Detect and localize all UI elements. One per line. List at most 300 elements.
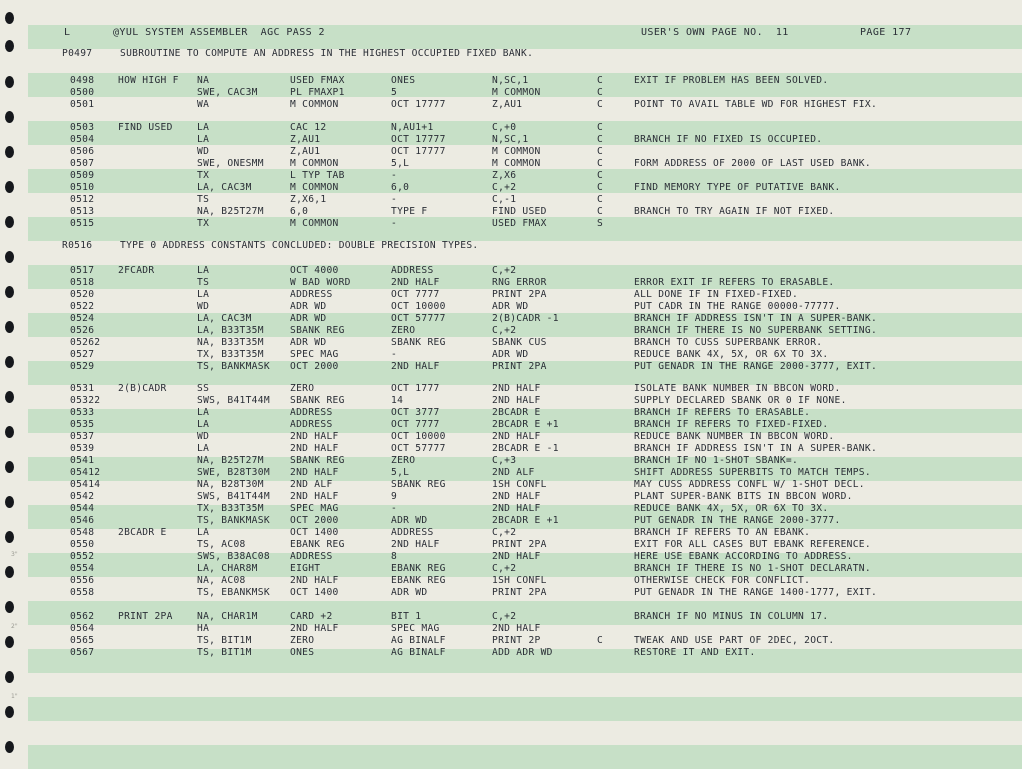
remark: BRANCH IF REFERS TO AN EBANK. [634, 527, 811, 538]
operand-1: ADR WD [290, 313, 327, 324]
location-label: 2BCADR E [118, 527, 167, 538]
remark: REDUCE BANK NUMBER IN BBCON WORD. [634, 431, 835, 442]
remark: MAY CUSS ADDRESS CONFL W/ 1-SHOT DECL. [634, 479, 865, 490]
operand-3: SBANK CUS [492, 337, 547, 348]
code-line [0, 395, 1022, 407]
operand-1: Z,X6,1 [290, 194, 327, 205]
line-number: 0500 [70, 87, 95, 98]
operand-3: 2ND ALF [492, 467, 535, 478]
code-line [0, 623, 1022, 635]
remark: BRANCH TO CUSS SUPERBANK ERROR. [634, 337, 823, 348]
comment-line [0, 240, 1022, 252]
operand-1: 2ND ALF [290, 479, 333, 490]
location-label: 2(B)CADR [118, 383, 167, 394]
operand-2: 2ND HALF [391, 539, 440, 550]
line-number: 0546 [70, 515, 95, 526]
line-number: 0556 [70, 575, 95, 586]
code-line [0, 265, 1022, 277]
operand-2: OCT 17777 [391, 146, 446, 157]
code-line [0, 361, 1022, 373]
remark: REDUCE BANK 4X, 5X, OR 6X TO 3X. [634, 503, 829, 514]
location-label: FIND USED [118, 122, 173, 133]
header-mark: L [64, 27, 71, 38]
opcode: LA [197, 527, 210, 538]
operand-1: OCT 1400 [290, 527, 339, 538]
operand-3: PRINT 2PA [492, 539, 547, 550]
operand-1: SPEC MAG [290, 503, 339, 514]
card-flag: C [597, 194, 604, 205]
operand-2: SPEC MAG [391, 623, 440, 634]
opcode: SWE, CAC3M [197, 87, 258, 98]
opcode: NA, B25T27M [197, 206, 264, 217]
line-number: 0526 [70, 325, 95, 336]
line-number: 0558 [70, 587, 95, 598]
operand-1: 2ND HALF [290, 467, 339, 478]
operand-1: OCT 1400 [290, 587, 339, 598]
code-line [0, 134, 1022, 146]
operand-3: M COMMON [492, 158, 541, 169]
card-flag: C [597, 182, 604, 193]
operand-3: PRINT 2PA [492, 587, 547, 598]
operand-3: USED FMAX [492, 218, 547, 229]
operand-3: Z,AU1 [492, 99, 523, 110]
remark: OTHERWISE CHECK FOR CONFLICT. [634, 575, 811, 586]
opcode: WD [197, 431, 210, 442]
operand-3: ADD ADR WD [492, 647, 553, 658]
operand-3: M COMMON [492, 146, 541, 157]
operand-1: ADDRESS [290, 407, 333, 418]
remark: BRANCH IF NO FIXED IS OCCUPIED. [634, 134, 823, 145]
line-number: P0497 [62, 48, 93, 59]
operand-3: C,+2 [492, 527, 517, 538]
line-number: 0554 [70, 563, 95, 574]
remark: EXIT IF PROBLEM HAS BEEN SOLVED. [634, 75, 829, 86]
feed-hole [5, 741, 14, 753]
opcode: SS [197, 383, 210, 394]
opcode: LA [197, 419, 210, 430]
line-number: 0562 [70, 611, 95, 622]
operand-2: SBANK REG [391, 337, 446, 348]
comment-text: SUBROUTINE TO COMPUTE AN ADDRESS IN THE HIGHEST OCCUPIED FIXED BANK. [120, 48, 534, 59]
remark: ISOLATE BANK NUMBER IN BBCON WORD. [634, 383, 841, 394]
opcode: TX [197, 170, 210, 181]
opcode: LA [197, 289, 210, 300]
operand-3: 1SH CONFL [492, 575, 547, 586]
feed-hole [5, 671, 14, 683]
remark: BRANCH IF REFERS TO ERASABLE. [634, 407, 811, 418]
code-line [0, 75, 1022, 87]
page-number: PAGE 177 [860, 27, 912, 38]
opcode: TS [197, 277, 210, 288]
code-line [0, 419, 1022, 431]
operand-3: 2BCADR E +1 [492, 419, 559, 430]
operand-1: 2ND HALF [290, 491, 339, 502]
code-line [0, 277, 1022, 289]
location-label: HOW HIGH F [118, 75, 179, 86]
remark: BRANCH IF NO MINUS IN COLUMN 17. [634, 611, 829, 622]
line-number: 0550 [70, 539, 95, 550]
operand-2: EBANK REG [391, 563, 446, 574]
opcode: NA, CHAR1M [197, 611, 258, 622]
ruler-mark: 3" [11, 551, 18, 558]
code-line [0, 587, 1022, 599]
comment-text: TYPE 0 ADDRESS CONSTANTS CONCLUDED: DOUBLE PRECISION TYPES. [120, 240, 479, 251]
operand-2: OCT 1777 [391, 383, 440, 394]
code-line [0, 611, 1022, 623]
opcode: SWE, B28T30M [197, 467, 270, 478]
operand-3: PRINT 2P [492, 635, 541, 646]
line-number: 0539 [70, 443, 95, 454]
operand-3: N,SC,1 [492, 75, 529, 86]
operand-2: EBANK REG [391, 575, 446, 586]
operand-1: ADR WD [290, 337, 327, 348]
code-line [0, 635, 1022, 647]
opcode: WD [197, 301, 210, 312]
operand-3: N,SC,1 [492, 134, 529, 145]
assembler-title: @YUL SYSTEM ASSEMBLER AGC PASS 2 [113, 27, 325, 38]
operand-3: 2BCADR E [492, 407, 541, 418]
operand-3: 2(B)CADR -1 [492, 313, 559, 324]
opcode: SWE, ONESMM [197, 158, 264, 169]
card-flag: C [597, 206, 604, 217]
operand-1: ONES [290, 647, 315, 658]
operand-1: ADR WD [290, 301, 327, 312]
operand-2: 5,L [391, 467, 410, 478]
operand-2: OCT 57777 [391, 443, 446, 454]
opcode: LA [197, 407, 210, 418]
operand-3: 2BCADR E -1 [492, 443, 559, 454]
opcode: LA [197, 265, 210, 276]
line-number: 0512 [70, 194, 95, 205]
operand-3: C,+2 [492, 325, 517, 336]
operand-2: - [391, 349, 398, 360]
operand-3: 2ND HALF [492, 623, 541, 634]
opcode: TS, EBANKMSK [197, 587, 270, 598]
remark: FORM ADDRESS OF 2000 OF LAST USED BANK. [634, 158, 871, 169]
code-line [0, 325, 1022, 337]
user-page-number: USER'S OWN PAGE NO. 11 [641, 27, 789, 38]
operand-2: 2ND HALF [391, 361, 440, 372]
code-line [0, 194, 1022, 206]
operand-3: 1SH CONFL [492, 479, 547, 490]
line-number: 0522 [70, 301, 95, 312]
opcode: LA [197, 122, 210, 133]
line-number: 0515 [70, 218, 95, 229]
remark: BRANCH IF THERE IS NO SUPERBANK SETTING. [634, 325, 878, 336]
operand-1: OCT 2000 [290, 515, 339, 526]
operand-1: M COMMON [290, 158, 339, 169]
operand-1: OCT 2000 [290, 361, 339, 372]
operand-1: SBANK REG [290, 325, 345, 336]
operand-2: - [391, 194, 398, 205]
code-line [0, 431, 1022, 443]
operand-1: CARD +2 [290, 611, 333, 622]
operand-1: M COMMON [290, 99, 339, 110]
operand-1: 2ND HALF [290, 443, 339, 454]
line-number: 05262 [70, 337, 101, 348]
feed-hole [5, 12, 14, 24]
operand-3: C,+0 [492, 122, 517, 133]
opcode: TX [197, 218, 210, 229]
operand-1: W BAD WORD [290, 277, 351, 288]
remark: PLANT SUPER-BANK BITS IN BBCON WORD. [634, 491, 853, 502]
code-line [0, 455, 1022, 467]
remark: BRANCH IF NO 1-SHOT SBANK=. [634, 455, 799, 466]
green-bar [28, 697, 1022, 721]
operand-1: ADDRESS [290, 419, 333, 430]
operand-1: 6,0 [290, 206, 309, 217]
opcode: TS, AC08 [197, 539, 246, 550]
opcode: WA [197, 99, 210, 110]
code-line [0, 647, 1022, 659]
remark: POINT TO AVAIL TABLE WD FOR HIGHEST FIX. [634, 99, 878, 110]
line-number: 0507 [70, 158, 95, 169]
code-line [0, 87, 1022, 99]
operand-3: C,+2 [492, 611, 517, 622]
code-line [0, 527, 1022, 539]
code-line [0, 349, 1022, 361]
remark: BRANCH TO TRY AGAIN IF NOT FIXED. [634, 206, 835, 217]
code-line [0, 503, 1022, 515]
operand-2: ONES [391, 75, 416, 86]
operand-2: OCT 7777 [391, 419, 440, 430]
opcode: TS, BIT1M [197, 647, 252, 658]
operand-1: ADDRESS [290, 551, 333, 562]
opcode: NA, B28T30M [197, 479, 264, 490]
operand-2: ADR WD [391, 587, 428, 598]
operand-1: SPEC MAG [290, 349, 339, 360]
opcode: SWS, B38AC08 [197, 551, 270, 562]
operand-2: - [391, 503, 398, 514]
operand-1: USED FMAX [290, 75, 345, 86]
code-line [0, 407, 1022, 419]
remark: PUT CADR IN THE RANGE 00000-77777. [634, 301, 841, 312]
code-line [0, 491, 1022, 503]
remark: EXIT FOR ALL CASES BUT EBANK REFERENCE. [634, 539, 871, 550]
remark: BRANCH IF ADDRESS ISN'T IN A SUPER-BANK. [634, 313, 878, 324]
remark: HERE USE EBANK ACCORDING TO ADDRESS. [634, 551, 853, 562]
code-line [0, 289, 1022, 301]
operand-2: 5 [391, 87, 398, 98]
operand-1: Z,AU1 [290, 134, 321, 145]
operand-1: CAC 12 [290, 122, 327, 133]
remark: FIND MEMORY TYPE OF PUTATIVE BANK. [634, 182, 841, 193]
operand-1: EBANK REG [290, 539, 345, 550]
line-number: 0527 [70, 349, 95, 360]
remark: SHIFT ADDRESS SUPERBITS TO MATCH TEMPS. [634, 467, 871, 478]
operand-2: 14 [391, 395, 404, 406]
line-number: 0541 [70, 455, 95, 466]
code-line [0, 218, 1022, 230]
remark: BRANCH IF THERE IS NO 1-SHOT DECLARATN. [634, 563, 871, 574]
operand-1: M COMMON [290, 218, 339, 229]
operand-2: AG BINALF [391, 647, 446, 658]
operand-1: SBANK REG [290, 395, 345, 406]
operand-1: OCT 4000 [290, 265, 339, 276]
operand-3: 2ND HALF [492, 383, 541, 394]
line-number: 0498 [70, 75, 95, 86]
operand-2: - [391, 218, 398, 229]
operand-1: 2ND HALF [290, 431, 339, 442]
code-line [0, 563, 1022, 575]
line-number: 0564 [70, 623, 95, 634]
code-line [0, 383, 1022, 395]
operand-3: PRINT 2PA [492, 289, 547, 300]
remark: ERROR EXIT IF REFERS TO ERASABLE. [634, 277, 835, 288]
comment-line [0, 48, 1022, 60]
operand-2: OCT 57777 [391, 313, 446, 324]
card-flag: C [597, 134, 604, 145]
operand-2: SBANK REG [391, 479, 446, 490]
code-line [0, 551, 1022, 563]
feed-hole [5, 251, 14, 263]
operand-2: OCT 10000 [391, 431, 446, 442]
operand-2: N,AU1+1 [391, 122, 434, 133]
code-line [0, 443, 1022, 455]
code-line [0, 146, 1022, 158]
line-number: R0516 [62, 240, 93, 251]
line-number: 0537 [70, 431, 95, 442]
remark: BRANCH IF REFERS TO FIXED-FIXED. [634, 419, 829, 430]
opcode: LA, CAC3M [197, 182, 252, 193]
operand-2: OCT 17777 [391, 99, 446, 110]
line-number: 0510 [70, 182, 95, 193]
operand-3: Z,X6 [492, 170, 517, 181]
opcode: WD [197, 146, 210, 157]
line-number: 05322 [70, 395, 101, 406]
opcode: TS, BANKMASK [197, 361, 270, 372]
line-number: 0529 [70, 361, 95, 372]
opcode: NA, B25T27M [197, 455, 264, 466]
opcode: HA [197, 623, 210, 634]
card-flag: C [597, 122, 604, 133]
operand-2: 2ND HALF [391, 277, 440, 288]
remark: PUT GENADR IN THE RANGE 1400-1777, EXIT. [634, 587, 878, 598]
opcode: LA, CHAR8M [197, 563, 258, 574]
line-number: 0509 [70, 170, 95, 181]
operand-1: ZERO [290, 383, 315, 394]
opcode: NA, B33T35M [197, 337, 264, 348]
card-flag: C [597, 635, 604, 646]
location-label: 2FCADR [118, 265, 155, 276]
code-line [0, 337, 1022, 349]
opcode: SWS, B41T44M [197, 491, 270, 502]
ruler-mark: 1" [11, 693, 18, 700]
remark: PUT GENADR IN THE RANGE 2000-3777. [634, 515, 841, 526]
remark: PUT GENADR IN THE RANGE 2000-3777, EXIT. [634, 361, 878, 372]
line-number: 0531 [70, 383, 95, 394]
opcode: LA [197, 443, 210, 454]
operand-3: PRINT 2PA [492, 361, 547, 372]
operand-2: ZERO [391, 325, 416, 336]
line-number: 0517 [70, 265, 95, 276]
operand-1: SBANK REG [290, 455, 345, 466]
operand-3: RNG ERROR [492, 277, 547, 288]
operand-1: 2ND HALF [290, 623, 339, 634]
operand-3: 2ND HALF [492, 491, 541, 502]
card-flag: S [597, 218, 604, 229]
operand-3: FIND USED [492, 206, 547, 217]
line-number: 0567 [70, 647, 95, 658]
code-line [0, 182, 1022, 194]
operand-1: M COMMON [290, 182, 339, 193]
opcode: LA [197, 134, 210, 145]
operand-3: 2ND HALF [492, 551, 541, 562]
code-line [0, 467, 1022, 479]
operand-1: EIGHT [290, 563, 321, 574]
operand-2: TYPE F [391, 206, 428, 217]
opcode: TX, B33T35M [197, 503, 264, 514]
location-label: PRINT 2PA [118, 611, 173, 622]
line-number: 0542 [70, 491, 95, 502]
card-flag: C [597, 75, 604, 86]
operand-3: ADR WD [492, 349, 529, 360]
code-line [0, 479, 1022, 491]
operand-3: 2ND HALF [492, 431, 541, 442]
code-line [0, 301, 1022, 313]
opcode: NA [197, 75, 210, 86]
card-flag: C [597, 170, 604, 181]
line-number: 05412 [70, 467, 101, 478]
operand-2: AG BINALF [391, 635, 446, 646]
ruler-mark: 2" [11, 623, 18, 630]
operand-3: 2BCADR E +1 [492, 515, 559, 526]
line-number: 0552 [70, 551, 95, 562]
operand-2: 9 [391, 491, 398, 502]
code-line [0, 122, 1022, 134]
line-number: 0565 [70, 635, 95, 646]
operand-3: 2ND HALF [492, 395, 541, 406]
card-flag: C [597, 158, 604, 169]
line-number: 0506 [70, 146, 95, 157]
operand-3: M COMMON [492, 87, 541, 98]
operand-2: ZERO [391, 455, 416, 466]
line-number: 0544 [70, 503, 95, 514]
code-line [0, 158, 1022, 170]
remark: TWEAK AND USE PART OF 2DEC, 2OCT. [634, 635, 835, 646]
operand-2: OCT 7777 [391, 289, 440, 300]
opcode: NA, AC08 [197, 575, 246, 586]
remark: REDUCE BANK 4X, 5X, OR 6X TO 3X. [634, 349, 829, 360]
opcode: SWS, B41T44M [197, 395, 270, 406]
operand-3: C,-1 [492, 194, 517, 205]
operand-2: BIT 1 [391, 611, 422, 622]
operand-1: ZERO [290, 635, 315, 646]
operand-3: C,+2 [492, 563, 517, 574]
line-number: 0524 [70, 313, 95, 324]
operand-2: 8 [391, 551, 398, 562]
line-number: 0501 [70, 99, 95, 110]
operand-1: L TYP TAB [290, 170, 345, 181]
operand-2: ADDRESS [391, 265, 434, 276]
code-line [0, 206, 1022, 218]
green-bar [28, 745, 1022, 769]
remark: ALL DONE IF IN FIXED-FIXED. [634, 289, 799, 300]
code-line [0, 539, 1022, 551]
operand-2: 6,0 [391, 182, 410, 193]
opcode: TS [197, 194, 210, 205]
operand-2: OCT 3777 [391, 407, 440, 418]
card-flag: C [597, 99, 604, 110]
line-number: 0533 [70, 407, 95, 418]
line-number: 05414 [70, 479, 101, 490]
operand-2: 5,L [391, 158, 410, 169]
operand-3: ADR WD [492, 301, 529, 312]
operand-1: ADDRESS [290, 289, 333, 300]
line-number: 0513 [70, 206, 95, 217]
operand-1: 2ND HALF [290, 575, 339, 586]
remark: SUPPLY DECLARED SBANK OR 0 IF NONE. [634, 395, 847, 406]
